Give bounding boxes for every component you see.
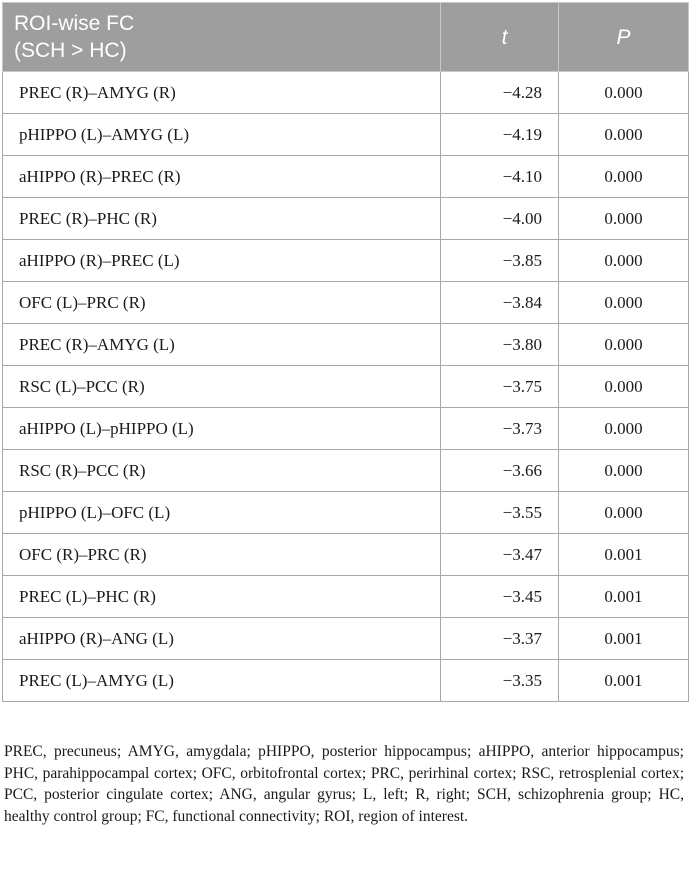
p-value-cell: 0.000 (559, 450, 689, 492)
t-value-cell: −3.37 (441, 618, 559, 660)
table-row (3, 576, 689, 618)
table-row (3, 408, 689, 450)
p-value-cell: 0.001 (559, 660, 689, 702)
roi-cell: PREC (L)–AMYG (L) (3, 660, 441, 702)
t-value-cell: −3.45 (441, 576, 559, 618)
roi-cell: pHIPPO (L)–AMYG (L) (3, 114, 441, 156)
header-p: P (559, 3, 689, 72)
t-value-cell: −4.00 (441, 198, 559, 240)
p-value-cell: 0.000 (559, 408, 689, 450)
roi-cell: aHIPPO (R)–PREC (R) (3, 156, 441, 198)
roi-cell: OFC (R)–PRC (R) (3, 534, 441, 576)
roi-cell: RSC (R)–PCC (R) (3, 450, 441, 492)
roi-cell: PREC (R)–AMYG (L) (3, 324, 441, 366)
p-value-cell: 0.000 (559, 156, 689, 198)
p-value-cell: 0.000 (559, 492, 689, 534)
table-footnote: PREC, precuneus; AMYG, amygdala; pHIPPO, posterior hippocampus; aHIPPO, anterior hippocampus; PHC, parahippocampal cortex; OFC, orbitofrontal cortex; PRC, perirhinal cortex; RSC, retrosplenial cortex; PCC, posterior cingulate cortex; ANG, angular gyrus; L, left; R, right; SCH, schizophrenia group; HC, healthy control group; FC, functional connectivity; ROI, region of interest. (4, 743, 684, 825)
t-value-cell: −3.55 (441, 492, 559, 534)
p-value-cell: 0.000 (559, 324, 689, 366)
t-value-cell: −3.66 (441, 450, 559, 492)
roi-cell: OFC (L)–PRC (R) (3, 282, 441, 324)
table-row (3, 618, 689, 660)
roi-cell: PREC (L)–PHC (R) (3, 576, 441, 618)
roi-cell: RSC (L)–PCC (R) (3, 366, 441, 408)
t-value-cell: −3.35 (441, 660, 559, 702)
table-row (3, 198, 689, 240)
p-value-cell: 0.001 (559, 534, 689, 576)
table-row (3, 366, 689, 408)
roi-cell: PREC (R)–AMYG (R) (3, 72, 441, 114)
t-value-cell: −3.85 (441, 240, 559, 282)
header-t: t (441, 3, 559, 72)
table-row (3, 240, 689, 282)
t-value-cell: −3.80 (441, 324, 559, 366)
roi-cell: aHIPPO (L)–pHIPPO (L) (3, 408, 441, 450)
roi-cell: aHIPPO (R)–PREC (L) (3, 240, 441, 282)
header-roi (3, 3, 441, 72)
roi-cell: aHIPPO (R)–ANG (L) (3, 618, 441, 660)
header-roi-line1: ROI-wise FC (14, 12, 135, 35)
p-value-cell: 0.001 (559, 618, 689, 660)
t-value-cell: −3.47 (441, 534, 559, 576)
t-value-cell: −4.19 (441, 114, 559, 156)
table-row (3, 450, 689, 492)
t-value-cell: −3.75 (441, 366, 559, 408)
t-value-cell: −3.73 (441, 408, 559, 450)
p-value-cell: 0.000 (559, 72, 689, 114)
results-table-container (2, 2, 688, 702)
p-value-cell: 0.000 (559, 198, 689, 240)
p-value-cell: 0.000 (559, 282, 689, 324)
p-value-cell: 0.000 (559, 114, 689, 156)
header-roi-line2: (SCH > HC) (14, 39, 127, 62)
table-row (3, 534, 689, 576)
table-row (3, 492, 689, 534)
table-row (3, 114, 689, 156)
table-row (3, 156, 689, 198)
t-value-cell: −3.84 (441, 282, 559, 324)
roi-cell: pHIPPO (L)–OFC (L) (3, 492, 441, 534)
p-value-cell: 0.001 (559, 576, 689, 618)
table-row (3, 72, 689, 114)
roi-fc-table (2, 2, 689, 702)
t-value-cell: −4.28 (441, 72, 559, 114)
header-row (3, 3, 689, 72)
table-body (3, 72, 689, 702)
t-value-cell: −4.10 (441, 156, 559, 198)
table-row (3, 660, 689, 702)
p-value-cell: 0.000 (559, 240, 689, 282)
table-header (3, 3, 689, 72)
roi-cell: PREC (R)–PHC (R) (3, 198, 441, 240)
table-row (3, 324, 689, 366)
p-value-cell: 0.000 (559, 366, 689, 408)
table-row (3, 282, 689, 324)
